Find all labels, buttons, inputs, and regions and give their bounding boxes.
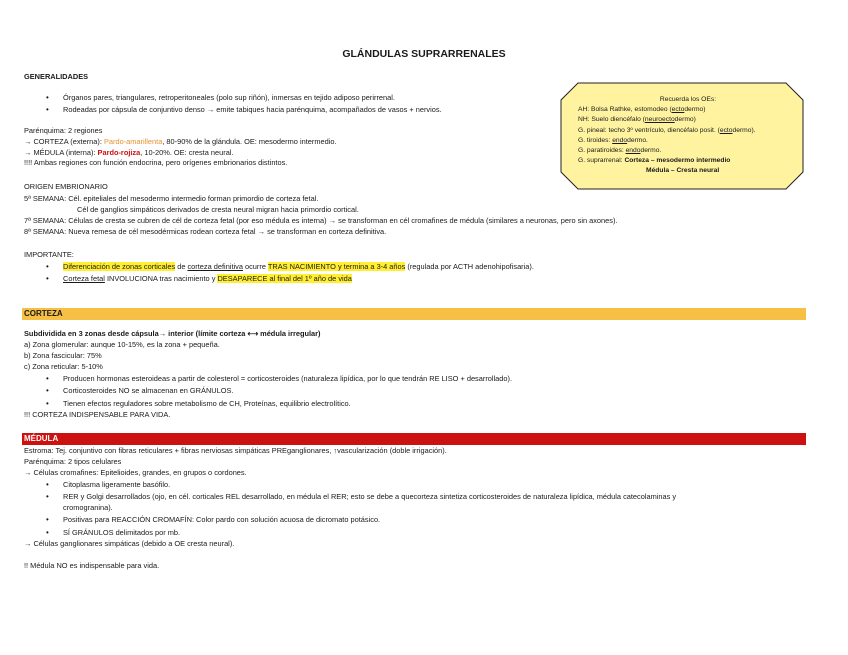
arrow-up-icon: ↑	[333, 446, 338, 455]
arrow-right-icon: →	[24, 539, 32, 548]
importante-bullet-1: Diferenciación de zonas corticales de corteza definitiva ocurre TRAS NACIMIENTO y termina a 3-4 años (regulada por ACTH adenohipofisaria).	[63, 262, 534, 271]
bullet-icon: •	[46, 386, 49, 395]
medula-bullet-1: Citoplasma ligeramente basófilo.	[63, 480, 171, 489]
importante-header: IMPORTANTE:	[24, 250, 74, 259]
medula-bullet-4: SÍ GRÁNULOS delimitados por mb.	[63, 528, 181, 537]
oe-ah: AH: Bolsa Rathke, estomodeo (ectodermo)	[578, 106, 706, 114]
oe-suprarrenal: G. suprarrenal: Corteza – mesodermo intermedio	[578, 157, 731, 165]
arrow-right-icon: →	[328, 216, 337, 225]
medula-bullet-2b: cromogranina).	[63, 503, 113, 512]
oe-paratiroides: G. paratiroides: endodermo.	[578, 147, 662, 155]
corteza-line: → CORTEZA (externa): Pardo-amarillenta, 80-90% de la glándula. OE: mesodermo intermedio.	[24, 137, 337, 146]
origen-line-2: Cél de ganglios simpáticos derivados de cresta neural migran hacia primordio cortical.	[77, 205, 359, 214]
medula-line: → MÉDULA (interna): Pardo-rojiza, 10-20%. OE: cresta neural.	[24, 148, 234, 157]
oe-tiroides: G. tiroides: endodermo.	[578, 136, 648, 144]
medula-bullet-3: Positivas para REACCIÓN CROMAFÍN: Color pardo con solución acuosa de dicromato potásico.	[63, 515, 381, 524]
bullet-icon: •	[46, 515, 49, 524]
oe-pineal: G. pineal: techo 3º ventrículo, diencéfalo posit. (ectodermo).	[578, 126, 756, 134]
arrow-right-icon: →	[24, 148, 32, 157]
oe-reminder-box	[560, 82, 804, 190]
arrow-right-icon: →	[158, 329, 167, 338]
oe-suprarrenal-medula: Médula – Cresta neural	[646, 167, 720, 175]
medula-section-band: MÉDULA	[22, 433, 806, 445]
origen-header: ORIGEN EMBRIONARIO	[24, 182, 108, 191]
oe-nh: NH: Suelo diencéfalo (neuroectodermo)	[578, 116, 696, 124]
corteza-subdivision: Subdividida en 3 zonas desde cápsula→ interior (límite corteza ⟷ médula irregular)	[24, 329, 321, 338]
bullet-icon: •	[46, 262, 49, 271]
ambas-line: !!!! Ambas regiones con función endocrina, pero orígenes embrionarios distintos.	[24, 158, 288, 167]
bullet-icon: •	[46, 528, 49, 537]
origen-line-4: 8ª SEMANA: Nueva remesa de cél mesodérmicas rodean corteza fetal → se transforman en corteza definitiva.	[24, 227, 387, 236]
generalidades-bullet-1: Órganos pares, triangulares, retroperitoneales (polo sup riñón), inmersas en tejido adiposo perirrenal.	[63, 93, 395, 102]
medula-cromafines: → Células cromafines: Epitelioides, grandes, en grupos o cordones.	[24, 468, 247, 477]
corteza-color-text: Pardo-amarillenta	[103, 137, 163, 146]
parenquima-line: Parénquima: 2 regiones	[24, 126, 103, 135]
medula-color-text: Pardo-rojiza	[97, 148, 141, 157]
generalidades-bullet-2: Rodeadas por cápsula de conjuntivo denso → emite tabiques hacia parénquima, acompañados de vasos + nervios.	[63, 105, 442, 114]
oe-box-title: Recuerda los OEs:	[659, 96, 717, 103]
generalidades-header: GENERALIDADES	[24, 72, 89, 81]
medula-parenquima: Parénquima: 2 tipos celulares	[24, 457, 122, 466]
corteza-bullet-3: Tienen efectos reguladores sobre metabolismo de CH, Proteínas, equilibrio electrolítico.	[63, 399, 351, 408]
page-title: GLÁNDULAS SUPRARRENALES	[342, 48, 506, 60]
bullet-icon: •	[46, 274, 49, 283]
double-arrow-icon: ⟷	[247, 329, 259, 338]
bullet-icon: •	[46, 105, 49, 114]
corteza-bullet-2: Corticosteroides NO se almacenan en GRÁNULOS.	[63, 386, 234, 395]
origen-line-3: 7ª SEMANA: Células de cresta se cubren de cél de corteza fetal (por eso médula es interna) → se transforman en cél cromafines de médula (similares a neuronas, pero sin axones).	[24, 216, 618, 225]
corteza-nota: !!! CORTEZA INDISPENSABLE PARA VIDA.	[24, 410, 171, 419]
arrow-right-icon: →	[24, 468, 32, 477]
zona-glomerular: a) Zona glomerular: aunque 10-15%, es la zona + pequeña.	[24, 340, 220, 349]
medula-bullet-2a: RER y Golgi desarrollados (ojo, en cél. corticales REL desarrollado, en médula el RER; esto se debe a quecorteza sintetiza corticosteroides de naturaleza lipídica, médula catecolaminas y	[63, 492, 677, 501]
arrow-right-icon: →	[24, 137, 32, 146]
medula-ganglionares: → Células ganglionares simpáticas (debido a OE cresta neural).	[24, 539, 235, 548]
bullet-icon: •	[46, 93, 49, 102]
zona-fascicular: b) Zona fascicular: 75%	[24, 351, 102, 360]
corteza-bullet-1: Producen hormonas esteroideas a partir de colesterol = corticosteroides (naturaleza lipídica, por lo que tendrán RE LISO + desarrollado).	[63, 374, 513, 383]
arrow-right-icon: →	[206, 105, 215, 114]
bullet-icon: •	[46, 374, 49, 383]
zona-reticular: c) Zona reticular: 5-10%	[24, 362, 103, 371]
bullet-icon: •	[46, 399, 49, 408]
medula-nota: !! Médula NO es indispensable para vida.	[24, 561, 160, 570]
medula-estroma: Estroma: Tej. conjuntivo con fibras reticulares + fibras nerviosas simpáticas PREganglionares, ↑vascularización (doble irrigación).	[24, 446, 447, 455]
bullet-icon: •	[46, 492, 49, 501]
origen-line-1: 5ª SEMANA: Cél. epiteliales del mesodermo intermedio forman primordio de corteza fetal.	[24, 194, 319, 203]
corteza-section-band: CORTEZA	[22, 308, 806, 320]
bullet-icon: •	[46, 480, 49, 489]
importante-bullet-2: Corteza fetal INVOLUCIONA tras nacimiento y DESAPARECE al final del 1º año de vida	[63, 274, 352, 283]
arrow-right-icon: →	[257, 227, 265, 236]
